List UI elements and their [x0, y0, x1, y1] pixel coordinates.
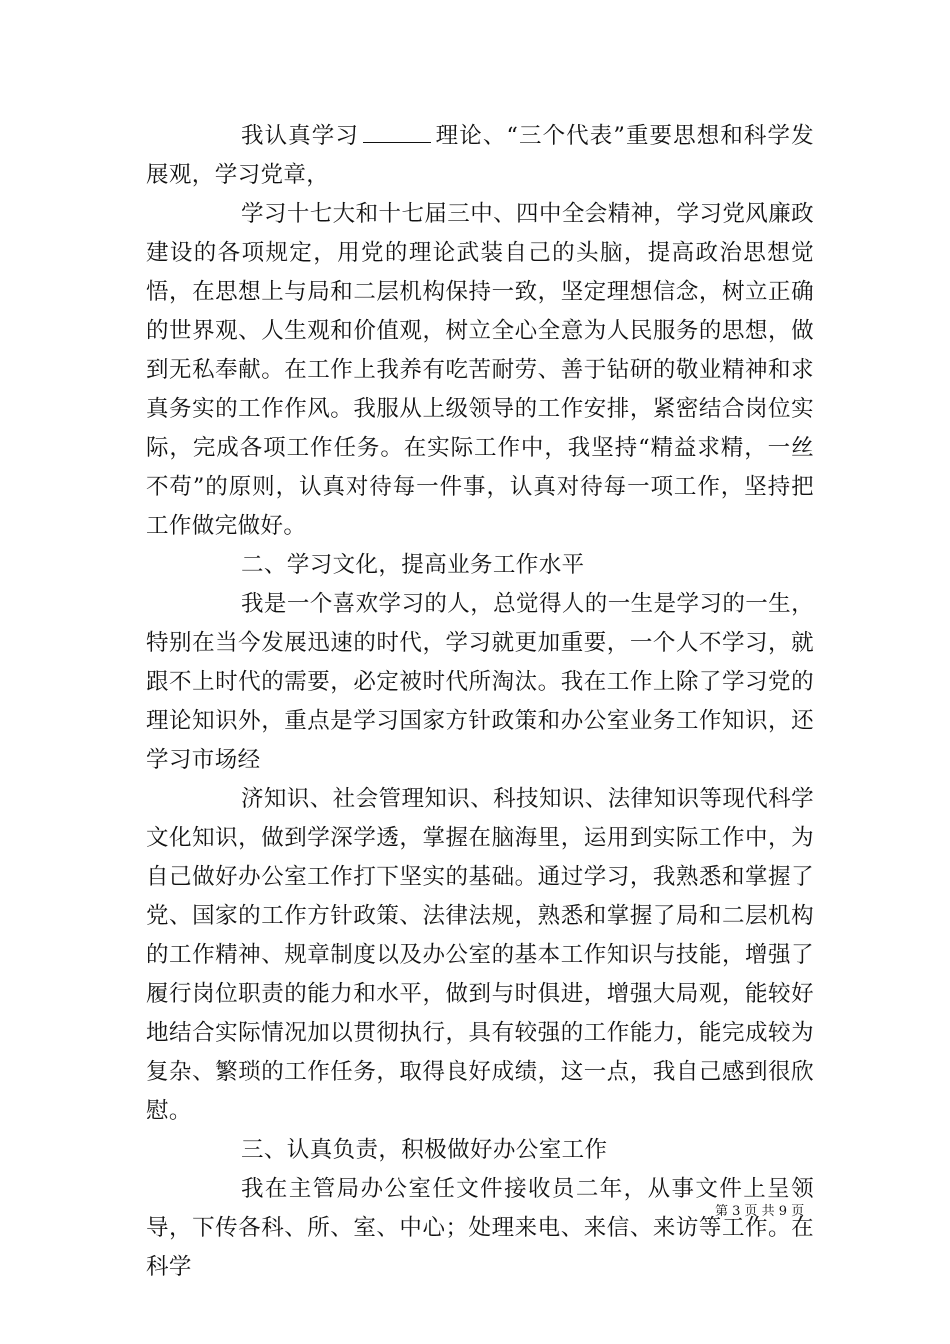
section-heading-3: 三、认真负责，积极做好办公室工作 [241, 1137, 608, 1163]
paragraph-1 [146, 117, 814, 195]
paragraph-2: 学习十七大和十七届三中、四中全会精神，学习党风廉政建设的各项规定，用党的理论武装自己的头脑，提高政治思想觉悟，在思想上与局和二层机构保持一致，坚定理想信念，树立正确的世界观、人生观和价值观，树立全心全意为人民服务的思想，做到无私奉献。在工作上我养有吃苦耐劳、善于钻研的敬业精神和求真务实的工作作风。我服从上级领导的工作安排，紧密结合岗位实际，完成各项工作任务。在实际工作中，我坚持“精益求精，一丝不苟”的原则，认真对待每一件事，认真对待每一项工作，坚持把工作做完做好。 [146, 201, 814, 539]
paragraph-1-after: 理论、“三个代表”重要思想和科学发展观，学习党章， [146, 123, 814, 188]
document-body [146, 117, 814, 1287]
paragraph-4: 济知识、社会管理知识、科技知识、法律知识等现代科学文化知识，做到学深学透，掌握在脑海里，运用到实际工作中，为自己做好办公室工作打下坚实的基础。通过学习，我熟悉和掌握了党、国家的工作方针政策、法律法规，熟悉和掌握了局和二层机构的工作精神、规章制度以及办公室的基本工作知识与技能，增强了履行岗位职责的能力和水平，做到与时俱进，增强大局观，能较好地结合实际情况加以贯彻执行，具有较强的工作能力，能完成较为复杂、繁琐的工作任务，取得良好成绩，这一点，我自己感到很欣慰。 [146, 786, 814, 1124]
fill-in-blank [363, 124, 431, 143]
paragraph-3: 我是一个喜欢学习的人，总觉得人的一生是学习的一生，特别在当今发展迅速的时代，学习就更加重要，一个人不学习，就跟不上时代的需要，必定被时代所淘汰。我在工作上除了学习党的理论知识外，重点是学习国家方针政策和办公室业务工作知识，还学习市场经 [146, 591, 814, 773]
paragraph-1-before: 我认真学习 [241, 123, 359, 149]
section-heading-2: 二、学习文化，提高业务工作水平 [241, 552, 585, 578]
page-number-footer: 第 3 页 共 9 页 [715, 1204, 805, 1219]
paragraph-5: 我在主管局办公室任文件接收员二年，从事文件上呈领导，下传各科、所、室、中心；处理来电、来信、来访等工作。在科学 [146, 1176, 814, 1280]
